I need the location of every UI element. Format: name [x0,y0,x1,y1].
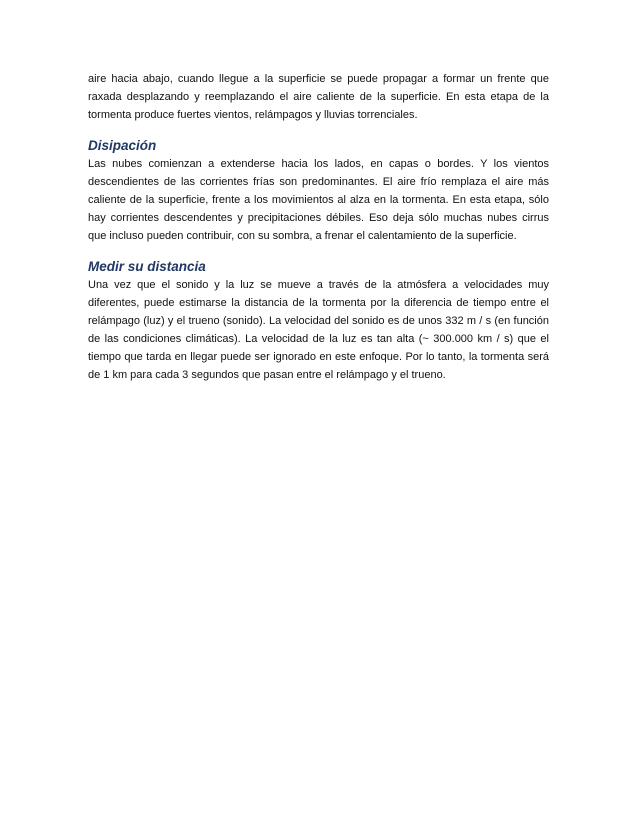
document-page [88,70,549,384]
heading-medir-distancia: Medir su distancia [88,259,206,274]
heading-disipacion: Disipación [88,138,157,153]
intro-paragraph: aire hacia abajo, cuando llegue a la superficie se puede propagar a formar un frente que raxada desplazando y reemplazando el aire caliente de la superficie. En esta etapa de la tormenta produce fuertes vientos, relámpagos y lluvias torrenciales. [88,73,549,121]
medir-paragraph: Una vez que el sonido y la luz se mueve a través de la atmósfera a velocidades muy diferentes, puede estimarse la distancia de la tormenta por la diferencia de tiempo entre el relámpago (luz) y el trueno (sonido). La velocidad del sonido es de unos 332 m / s (en función de las condiciones climáticas). La velocidad de la luz es tan alta (~ 300.000 km / s) que el tiempo que tarda en llegar puede ser ignorado en este enfoque. Por lo tanto, la tormenta será de 1 km para cada 3 segundos que pasan entre el relámpago y el trueno. [88,279,549,381]
disipacion-paragraph: Las nubes comienzan a extenderse hacia los lados, en capas o bordes. Y los vientos descendientes de las corrientes frías son predominantes. El aire frío remplaza el aire más caliente de la superficie, frente a los movimientos al alza en la tormenta. En esta etapa, sólo hay corrientes descendentes y precipitaciones débiles. Eso deja sólo muchas nubes cirrus que incluso pueden contribuir, con su sombra, a frenar el calentamiento de la superficie. [88,158,549,242]
